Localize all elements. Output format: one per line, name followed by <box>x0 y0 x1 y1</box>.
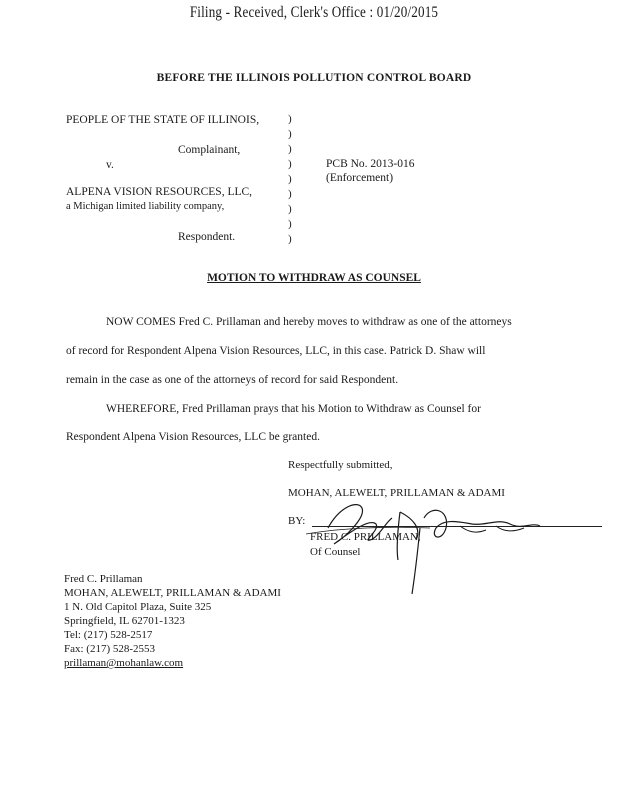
signature-firm: MOHAN, ALEWELT, PRILLAMAN & ADAMI <box>288 487 505 499</box>
body-line: of record for Respondent Alpena Vision Resources, LLC, in this case. Patrick D. Shaw will <box>66 345 486 357</box>
caption-paren: ) <box>288 173 292 185</box>
versus: v. <box>106 159 114 171</box>
caption-paren: ) <box>288 203 292 215</box>
contact-name: Fred C. Prillaman <box>64 573 143 585</box>
contact-firm: MOHAN, ALEWELT, PRILLAMAN & ADAMI <box>64 587 281 599</box>
board-title: BEFORE THE ILLINOIS POLLUTION CONTROL BOARD <box>156 72 472 84</box>
contact-fax: Fax: (217) 528-2553 <box>64 643 156 655</box>
caption-paren: ) <box>288 128 292 140</box>
caption-paren: ) <box>288 158 292 170</box>
caption-paren: ) <box>288 218 292 230</box>
filing-stamp: Filing - Received, Clerk's Office : 01/20/2015 <box>189 4 439 21</box>
body-line: NOW COMES Fred C. Prillaman and hereby moves to withdraw as one of the attorneys <box>106 316 512 328</box>
body-line: remain in the case as one of the attorneys of record for said Respondent. <box>66 374 399 386</box>
by-label: BY: <box>288 515 306 527</box>
complainant-name: PEOPLE OF THE STATE OF ILLINOIS, <box>66 114 260 126</box>
contact-email-link[interactable]: prillaman@mohanlaw.com <box>64 657 184 669</box>
handwritten-signature <box>300 488 610 598</box>
contact-address-1: 1 N. Old Capitol Plaza, Suite 325 <box>64 601 212 613</box>
complainant-role: Complainant, <box>178 144 241 156</box>
contact-tel: Tel: (217) 528-2517 <box>64 629 153 641</box>
body-line: WHEREFORE, Fred Prillaman prays that his Motion to Withdraw as Counsel for <box>106 403 481 415</box>
case-type: (Enforcement) <box>326 172 394 184</box>
respondent-name: ALPENA VISION RESOURCES, LLC, <box>66 186 253 198</box>
motion-title: MOTION TO WITHDRAW AS COUNSEL <box>207 272 421 284</box>
caption-paren: ) <box>288 233 292 245</box>
caption-paren: ) <box>288 113 292 125</box>
respondent-role: Respondent. <box>178 231 236 243</box>
contact-address-2: Springfield, IL 62701-1323 <box>64 615 185 627</box>
closing: Respectfully submitted, <box>288 459 393 471</box>
caption-paren: ) <box>288 143 292 155</box>
respondent-description: a Michigan limited liability company, <box>66 201 225 212</box>
case-number: PCB No. 2013-016 <box>326 158 415 170</box>
body-line: Respondent Alpena Vision Resources, LLC be granted. <box>66 431 320 443</box>
signer-role: Of Counsel <box>310 546 361 558</box>
caption-paren: ) <box>288 188 292 200</box>
signer-name: FRED C. PRILLAMAN, <box>310 531 421 543</box>
